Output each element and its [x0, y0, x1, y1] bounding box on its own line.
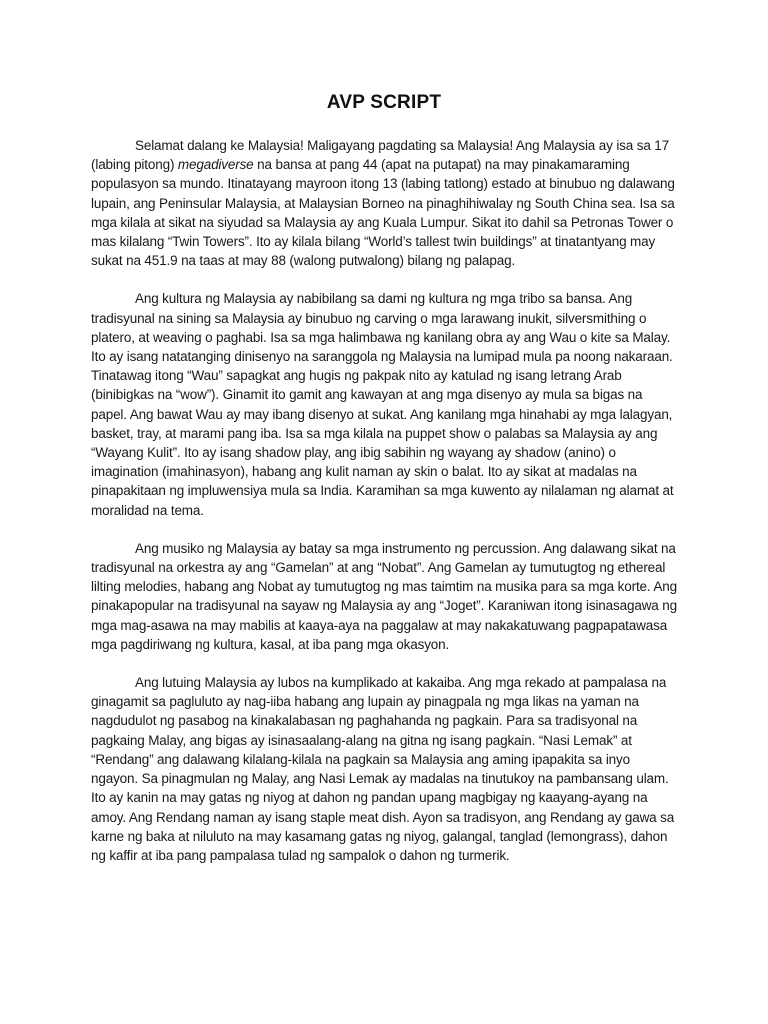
paragraph-intro-text-start: Selamat dalang ke Malaysia! Maligayang pagdating sa Malaysia! Ang Malaysia ay isa sa 17 (labing pitong): [91, 138, 670, 173]
paragraph-intro-italic-term: megadiverse: [177, 157, 254, 173]
paragraph-intro-text-end: na bansa at pang 44 (apat na putapat) na may pinakamaraming populasyon sa mundo. Itinatayang mayroon itong 13 (labing tatlong) estado at binubuo ng dalawang lupain, ang Peninsular Malaysia, at Malaysian Borneo na pinaghihiwalay ng South China sea. Isa sa mga kilala at sikat na siyudad sa Malaysia ay ang Kuala Lumpur. Sikat ito dahil sa Petronas Tower o mas kilalang “Twin Towers”. Ito ay kilala bilang “World’s tallest twin buildings” at tinatantyang may sukat na 451.9 na taas at may 88 (walong putwalong) bilang ng palapag.: [91, 157, 675, 269]
paragraph-intro: [91, 136, 679, 270]
document-title: AVP SCRIPT: [326, 92, 442, 113]
paragraph-culture: Ang kultura ng Malaysia ay nabibilang sa dami ng kultura ng mga tribo sa bansa. Ang tradisyunal na sining sa Malaysia ay binubuo ng carving o mga larawang inukit, silversmithing o platero, at weaving o paghabi. Isa sa mga halimbawa ng kanilang obra ay ang Wau o kite sa Malay. Ito ay isang natatanging dinisenyo na saranggola ng Malaysia na lumipad mula pa noong nakaraan. Tinatawag itong “Wau” sapagkat ang hugis ng pakpak nito ay katulad ng isang letrang Arab (binibigkas na “wow”). Ginamit ito gamit ang kawayan at ang mga disenyo ay mula sa bigas na papel. Ang bawat Wau ay may ibang disenyo at sukat. Ang kanilang mga hinahabi ay mga lalagyan, basket, tray, at marami pang iba. Isa sa mga kilala na puppet show o palabas sa Malaysia ay ang “Wayang Kulit”. Ito ay isang shadow play, ang ibig sabihin ng wayang ay shadow (anino) o imagination (imahinasyon), habang ang kulit naman ay skin o balat. Ito ay sikat at madalas na pinapakitaan ng impluwensiya mula sa India. Karamihan sa mga kuwento ay nilalaman ng alamat at moralidad na tema.: [91, 291, 674, 518]
document-body: [91, 136, 679, 865]
paragraph-cuisine: Ang lutuing Malaysia ay lubos na kumplikado at kakaiba. Ang mga rekado at pampalasa na ginagamit sa pagluluto ay nag-iiba habang ang lupain ay pinagpala ng mga likas na yaman na nagdudulot ng pasabog na kinakalabasan ng paghahanda ng pagkain. Para sa tradisyonal na pagkaing Malay, ang bigas ay isinasaalang-alang na gitna ng isang pagkain. “Nasi Lemak” at “Rendang” ang dalawang kilalang-kilala na pagkain sa Malaysia ang aming ipapakita sa inyo ngayon. Sa pinagmulan ng Malay, ang Nasi Lemak ay madalas na tinutukoy na pambansang ulam. Ito ay kanin na may gatas ng niyog at dahon ng pandan upang magbigay ng kaayang-ayang na amoy. Ang Rendang naman ay isang staple meat dish. Ayon sa tradisyon, ang Rendang ay gawa sa karne ng baka at niluluto na may kasamang gatas ng niyog, galangal, tanglad (lemongrass), dahon ng kaffir at iba pang pampalasa tulad ng sampalok o dahon ng turmerik.: [91, 675, 675, 863]
paragraph-music: Ang musiko ng Malaysia ay batay sa mga instrumento ng percussion. Ang dalawang sikat na tradisyunal na orkestra ay ang “Gamelan” at ang “Nobat”. Ang Gamelan ay tumutugtog ng ethereal lilting melodies, habang ang Nobat ay tumutugtog ng mas taimtim na musika para sa mga korte. Ang pinakapopular na tradisyunal na sayaw ng Malaysia ay ang “Joget”. Karaniwan itong isinasagawa ng mga mag-asawa na may mabilis at kaaya-aya na paggalaw at may nakakatuwang pagpapatawasa mga pagdiriwang ng kultura, kasal, at iba pang mga okasyon.: [91, 540, 677, 652]
